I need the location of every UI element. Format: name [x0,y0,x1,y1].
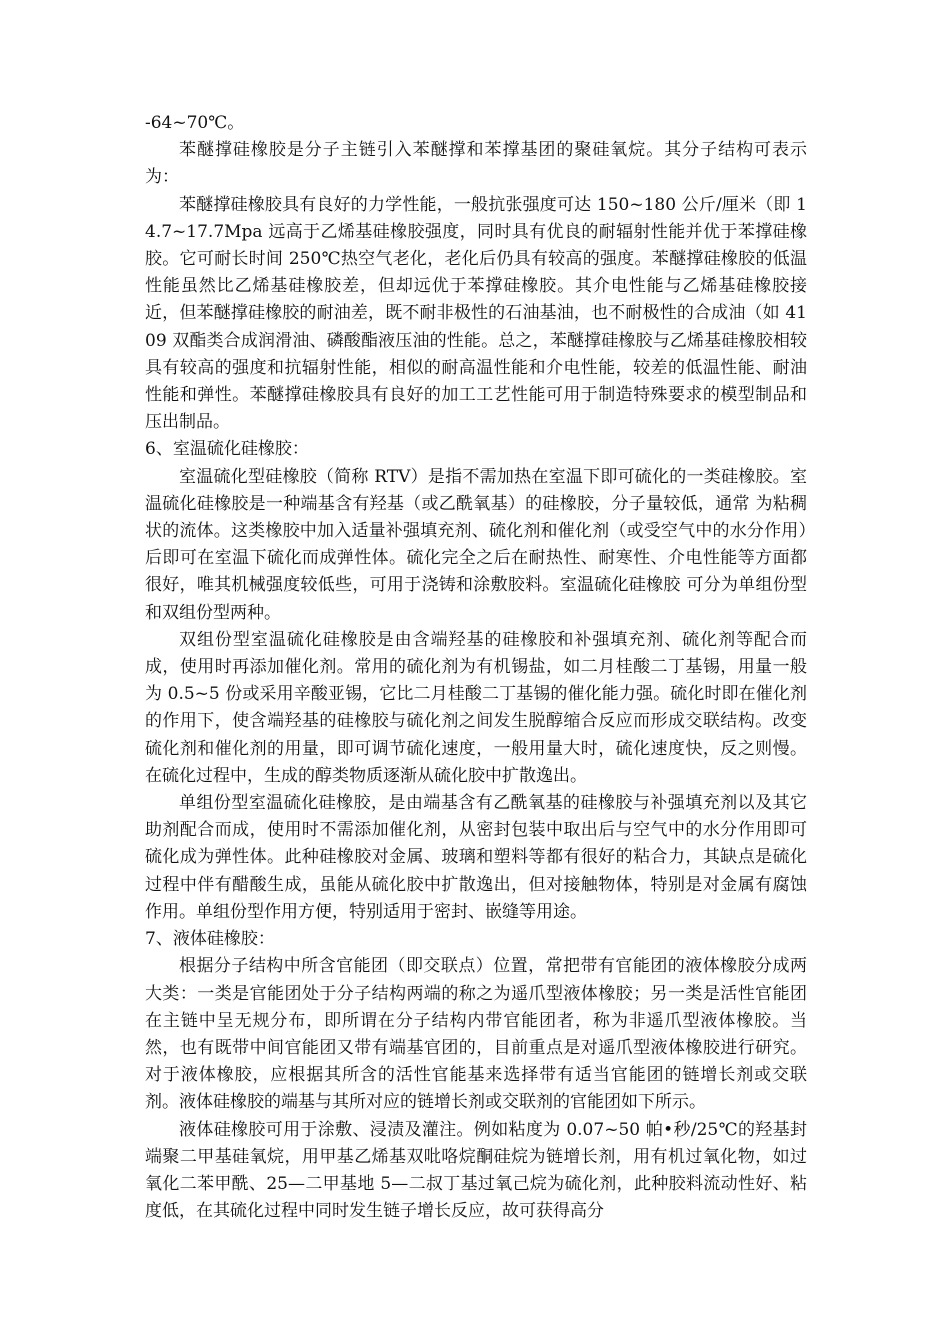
paragraph-phenylene-ether-properties: 苯醚撑硅橡胶具有良好的力学性能，一般抗张强度可达 150~180 公斤/厘米（即 14.7~17.7Mpa 远高于乙烯基硅橡胶强度，同时具有优良的耐辐射性能并优于苯撑硅橡胶。它可耐长时间 250℃热空气老化，老化后仍具有较高的强度。苯醚撑硅橡胶的低温性能虽然比乙烯基硅橡胶差，但却远优于苯撑硅橡胶。其介电性能与乙烯基硅橡胶接近，但苯醚撑硅橡胶的耐油差，既不耐非极性的石油基油，也不耐极性的合成油（如 4109 双酯类合成润滑油、磷酸酯液压油的性能。总之，苯醚撑硅橡胶与乙烯基硅橡胶相较具有较高的强度和抗辐射性能，相似的耐高温性能和介电性能，较差的低温性能、耐油性能和弹性。苯醚撑硅橡胶具有良好的加工工艺性能可用于制造特殊要求的模型制品和压出制品。 [145,194,807,433]
paragraph-liquid-rubber-classes: 根据分子结构中所含官能团（即交联点）位置，常把带有官能团的液体橡胶分成两大类：一类是官能团处于分子结构两端的称之为遥爪型液体橡胶；另一类是活性官能团在主链中呈无规分布，即所谓在分子结构内带官能团者，称为非遥爪型液体橡胶。当然，也有既带中间官能团又带有端基官团的，目前重点是对遥爪型液体橡胶进行研究。对于液体橡胶，应根据其所含的活性官能基来选择带有适当官能团的链增长剂或交联剂。液体硅橡胶的端基与其所对应的链增长剂或交联剂的官能团如下所示。 [145,956,807,1113]
section-heading-liquid-silicone: 7、液体硅橡胶： [145,929,275,950]
paragraph-phenylene-ether-intro: 苯醚撑硅橡胶是分子主链引入苯醚撑和苯撑基团的聚硅氧烷。其分子结构可表示为： [145,140,807,188]
document-page [145,110,807,1225]
section-heading-rtv: 6、室温硫化硅橡胶： [145,439,309,460]
paragraph-rtv-intro: 室温硫化型硅橡胶（简称 RTV）是指不需加热在室温下即可硫化的一类硅橡胶。室温硫化硅橡胶是一种端基含有羟基（或乙酰氧基）的硅橡胶，分子量较低，通常 为粘稠状的流体。这类橡胶中加入适量补强填充剂、硫化剂和催化剂（或受空气中的水分作用）后即可在室温下硫化而成弹性体。硫化完全之后在耐热性、耐寒性、介电性能等方面都很好，唯其机械强度较低些，可用于浇铸和涂敷胶料。室温硫化硅橡胶 可分为单组份型和双组份型两种。 [145,466,807,623]
paragraph-one-component-rtv: 单组份型室温硫化硅橡胶，是由端基含有乙酰氧基的硅橡胶与补强填充剂以及其它助剂配合而成，使用时不需添加催化剂，从密封包装中取出后与空气中的水分作用即可硫化成为弹性体。此种硅橡胶对金属、玻璃和塑料等都有很好的粘合力，其缺点是硫化过程中伴有醋酸生成，虽能从硫化胶中扩散逸出，但对接触物体，特别是对金属有腐蚀作用。单组份型作用方便，特别适用于密封、嵌缝等用途。 [145,793,807,922]
paragraph-liquid-silicone-uses: 液体硅橡胶可用于涂敷、浸渍及灌注。例如粘度为 0.07~50 帕•秒/25℃的羟基封端聚二甲基硅氧烷，用甲基乙烯基双吡咯烷酮硅烷为链增长剂，用有机过氧化物，如过氧化二苯甲酰、25—二甲基地 5—二叔丁基过氧己烷为硫化剂，此种胶料流动性好、粘度低，在其硫化过程中同时发生链子增长反应，故可获得高分 [145,1119,807,1222]
paragraph-temperature-range: -64~70℃。 [145,113,245,133]
paragraph-two-component-rtv: 双组份型室温硫化硅橡胶是由含端羟基的硅橡胶和补强填充剂、硫化剂等配合而成，使用时再添加催化剂。常用的硫化剂为有机锡盐，如二月桂酸二丁基锡，用量一般为 0.5~5 份或采用辛酸亚锡，它比二月桂酸二丁基锡的催化能力强。硫化时即在催化剂的作用下，使含端羟基的硅橡胶与硫化剂之间发生脱醇缩合反应而形成交联结构。改变硫化剂和催化剂的用量，即可调节硫化速度，一般用量大时，硫化速度快，反之则慢。在硫化过程中，生成的醇类物质逐渐从硫化胶中扩散逸出。 [145,629,807,786]
